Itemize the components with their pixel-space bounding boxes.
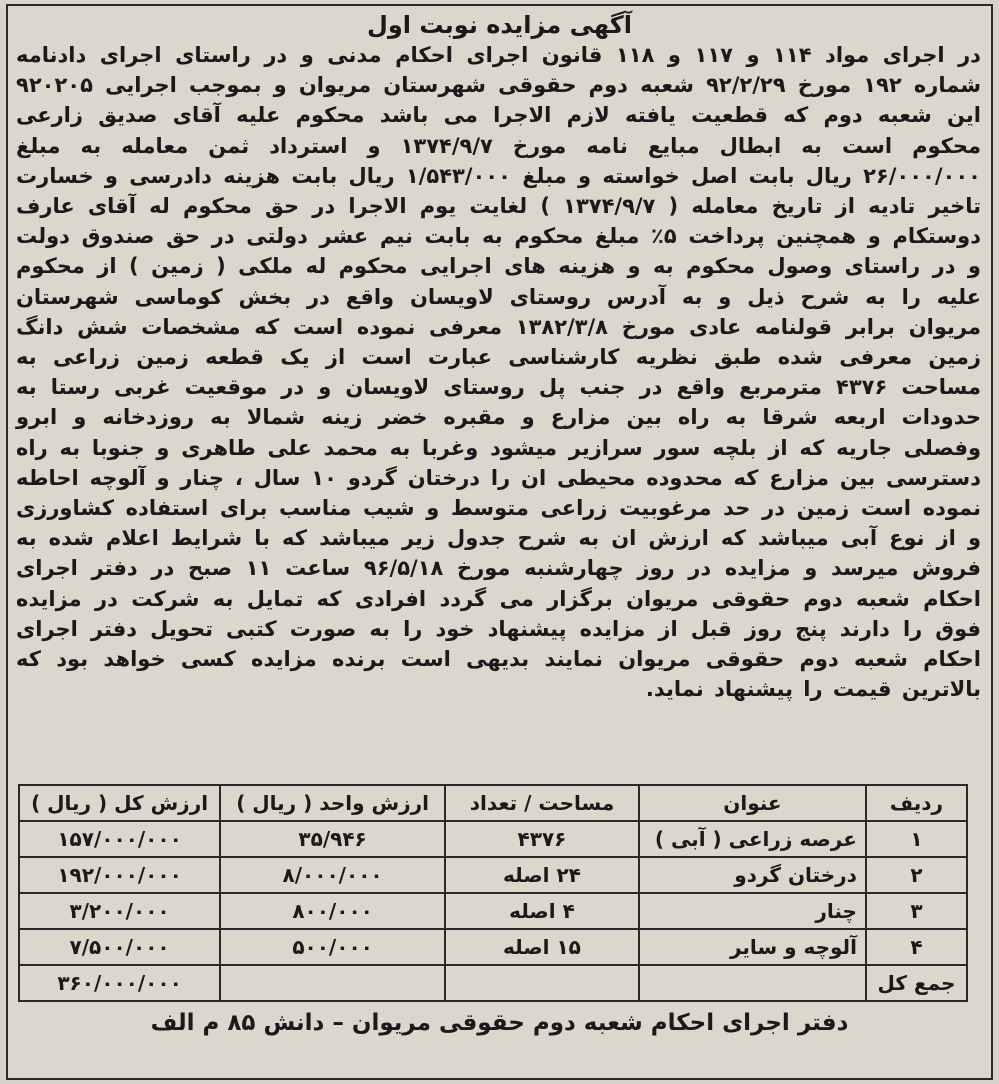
sum-label: جمع کل [866,965,967,1001]
table-row [19,821,967,857]
row-total-value: ۱۵۷/۰۰۰/۰۰۰ [19,821,220,857]
table-sum-row [19,965,967,1001]
row-title: چنار [639,893,866,929]
row-unit-value: ۸/۰۰۰/۰۰۰ [220,857,445,893]
row-unit-value: ۵۰۰/۰۰۰ [220,929,445,965]
header-unit-value: ارزش واحد ( ریال ) [220,785,445,821]
row-number: ۱ [866,821,967,857]
header-title: عنوان [639,785,866,821]
row-title: درختان گردو [639,857,866,893]
row-quantity: ۴ اصله [445,893,639,929]
row-number: ۴ [866,929,967,965]
row-total-value: ۷/۵۰۰/۰۰۰ [19,929,220,965]
sum-empty-cell [639,965,866,1001]
notice-title: آگهی مزایده نوبت اول [367,11,632,39]
header-total-value: ارزش کل ( ریال ) [19,785,220,821]
header-row-number: ردیف [866,785,967,821]
sum-value: ۳۶۰/۰۰۰/۰۰۰ [19,965,220,1001]
row-total-value: ۱۹۲/۰۰۰/۰۰۰ [19,857,220,893]
auction-items-table [18,784,968,1002]
notice-footer: دفتر اجرای احکام شعبه دوم حقوقی مریوان – دانش ۸۵ م الف [150,1010,849,1036]
row-number: ۲ [866,857,967,893]
row-quantity: ۲۴ اصله [445,857,639,893]
sum-empty-cell [445,965,639,1001]
sum-empty-cell [220,965,445,1001]
notice-body: در اجرای مواد ۱۱۴ و ۱۱۷ و ۱۱۸ قانون اجرای احکام مدنی و در راستای اجرای دادنامه شماره ۱۹۲ مورخ ۹۲/۲/۲۹ شعبه دوم حقوقی شهرستان مریوان و بموجب اجرایی ۹۲۰۲۰۵ این شعبه دوم که قطعیت یافته لازم الاجرا می باشد محکوم علیه آقای صدیق زارعی محکوم است به ابطال مبایع نامه مورخ ۱۳۷۴/۹/۷ و استرداد ثمن معامله به مبلغ ۲۶/۰۰۰/۰۰۰ ریال بابت اصل خواسته و مبلغ ۱/۵۴۳/۰۰۰ ریال بابت هزینه دادرسی و خسارت تاخیر تادیه از تاریخ معامله ( ۱۳۷۴/۹/۷ ) لغایت یوم الاجرا در حق محکوم له آقای عارف دوستکام و همچنین پرداخت ۵٪ مبلغ محکوم به بابت نیم عشر دولتی در حق صندوق دولت و در راستای وصول محکوم به و هزینه های اجرایی محکوم له ملکی ( زمین ) از محکوم علیه را به شرح ذیل و به آدرس روستای لاویسان واقع در بخش کوماسی شهرستان مریوان برابر قولنامه عادی مورخ ۱۳۸۲/۳/۸ معرفی نموده است که مشخصات شش دانگ زمین معرفی شده طبق نظریه کارشناسی عبارت است از یک قطعه زمین زراعی به مساحت ۴۳۷۶ مترمربع واقع در جنب پل روستای لاویسان و در موقعیت غربی رستا به حدودات اربعه شرقا به راه بین مزارع و مقبره خضر زینه شمالا به روزدخانه و ابرو وفصلی جاریه که از بلچه سور سرازیر میشود وغربا به محمد علی طاهری و جنوبا به راه دسترسی بین مزارع که محدوده محیطی ان را درختان گردو ۱۰ سال ، چنار و آلوچه احاطه نموده است زمین در حد مرغوبیت زراعی متوسط و شیب مناسب برای استفاده کشاورزی و از نوع آبی میباشد که ارزش ان به شرح جدول زیر میباشد که با شرایط اعلام شده به فروش میرسد و مزایده در روز چهارشنبه مورخ ۹۶/۵/۱۸ ساعت ۱۱ صبح در دفتر اجرای احکام شعبه دوم حقوقی مریوان برگزار می گردد افرادی که تمایل به شرکت در مزایده فوق را دارند پنج روز قبل از مزایده پیشنهاد خود را به صورت کتبی تحویل دفتر اجرای احکام شعبه دوم حقوقی مریوان نمایند بدیهی است برنده مزایده کسی خواهد بود که بالاترین قیمت را پیشنهاد نماید. [16,43,982,702]
row-quantity: ۴۳۷۶ [445,821,639,857]
row-total-value: ۳/۲۰۰/۰۰۰ [19,893,220,929]
table-row [19,929,967,965]
table-row [19,893,967,929]
header-quantity: مساحت / تعداد [445,785,639,821]
table-row [19,857,967,893]
table-header-row [19,785,967,821]
row-number: ۳ [866,893,967,929]
row-title: آلوچه و سایر [639,929,866,965]
row-quantity: ۱۵ اصله [445,929,639,965]
row-unit-value: ۳۵/۹۴۶ [220,821,445,857]
row-unit-value: ۸۰۰/۰۰۰ [220,893,445,929]
row-title: عرصه زراعی ( آبی ) [639,821,866,857]
